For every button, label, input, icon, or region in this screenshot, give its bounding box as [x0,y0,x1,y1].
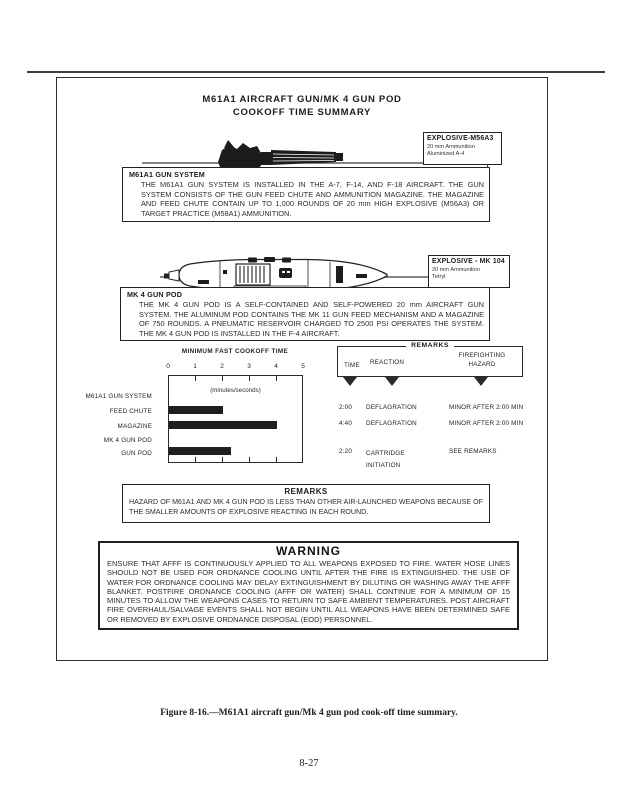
warning-title: WARNING [276,544,341,558]
explosive-mk104-title: EXPLOSIVE - MK 104 [432,258,505,265]
figure-caption: Figure 8-16.—M61A1 aircraft gun/Mk 4 gun pod cook-off time summary. [160,708,458,718]
mk4-gun-pod-label: MK 4 GUN POD [127,290,183,299]
column-header-time: TIME [344,362,360,369]
pointer-triangle-icon [385,377,399,386]
category-label-gun-pod: GUN POD [121,450,152,457]
category-label-gun-system: M61A1 GUN SYSTEM [85,393,152,400]
tick-mark [276,376,277,381]
chart-axis-note: (minutes/seconds) [210,387,261,394]
pointer-triangle-icon [474,377,488,386]
m61a1-gun-system-box [122,167,490,222]
row1-time: 2:00 [339,404,353,411]
remarks-header-title: REMARKS [406,342,454,349]
remarks-note-text: HAZARD OF M61A1 AND MK 4 GUN POD IS LESS THAN OTHER AIR-LAUNCHED WEAPONS BECAUSE OF THE SMALLER AMOUNTS OF EXPLOSIVE REACTING IN EACH ROUND. [129,498,483,516]
explosive-mk104-line2: Tetryl [432,274,446,280]
row1-reaction: DEFLAGRATION [366,404,417,411]
column-header-firefighting-hazard: FIREFIGHTING HAZARD [458,352,506,368]
column-header-reaction: REACTION [370,359,405,366]
remarks-header [337,342,523,377]
row3-reaction: CARTRIDGE INITIATION [366,450,405,469]
remarks-note-title: REMARKS [284,487,328,496]
tick-mark [276,457,277,462]
tick-mark [195,376,196,381]
tick-mark [249,376,250,381]
bar-magazine [169,421,277,429]
top-rule-divider [27,71,605,73]
mk4-gun-pod-box [120,287,490,341]
x-tick-label-0: 0 [166,363,170,370]
x-tick-label-2: 2 [220,363,224,370]
explosive-m56a3-callout [423,132,502,165]
mk4-gun-pod-description: THE MK 4 GUN POD IS A SELF-CONTAINED AND SELF-POWERED 20 mm AIRCRAFT GUN SYSTEM. THE ALUMINUM POD CONTAINS THE MK 11 GUN FEED MECHANISM AND A MAGAZINE OF 750 ROUNDS. A PNEUMATIC RESERVOIR CHARGED TO 2500 PSI OPERATES THE SYSTEM. THE MK 4 GUN POD IS INSTALLED IN THE F-4 AIRCRAFT. [139,300,484,338]
category-label-feed-chute: FEED CHUTE [109,408,152,415]
warning-text: ENSURE THAT AFFF IS CONTINUOUSLY APPLIED TO ALL WEAPONS EXPOSED TO FIRE. WATER HOSE LINES SHOULD NOT BE USED FOR ORDNANCE COOLING UNTIL AFTER THE FIRE IS EXTINGUISHED. THE USE OF WATER FOR ORDNANCE COOLING MAY DELAY EXTINGUISHMENT BY DILUTING OR WASHING AWAY THE AFFF BLANKET. POSTFIRE ORDNANCE COOLING (AFFF OR WATER) SHALL CONTINUE FOR A MINIMUM OF 15 MINUTES TO ALLOW THE WEAPONS CASES TO RETURN TO SAFE AMBIENT TEMPERATURES. POST AIRCRAFT FIRE OVERHAUL/SALVAGE EVENTS SHALL NOT BEGIN UNTIL ALL WEAPONS HAVE BEEN DETERMINED SAFE OR REMOVED BY EXPLOSIVE ORDNANCE DISPOSAL (EOD) PERSONNEL. [107,559,510,624]
warning-box [98,541,519,630]
row3-hazard: SEE REMARKS [449,448,497,455]
explosive-mk104-line1: 20 mm Ammunition [432,266,480,273]
x-tick-label-3: 3 [247,363,251,370]
x-tick-label-1: 1 [193,363,197,370]
figure-title-line1: M61A1 AIRCRAFT GUN/MK 4 GUN POD [202,94,402,105]
chart-title: MINIMUM FAST COOKOFF TIME [181,348,289,355]
row2-hazard: MINOR AFTER 2:00 MIN [449,420,524,427]
explosive-m56a3-line2: Aluminized A-4 [427,151,465,157]
tick-mark [195,457,196,462]
bar-gun-pod [169,447,231,455]
explosive-mk104-callout [428,255,510,288]
explosive-m56a3-line1: 20 mm Ammunition [427,143,475,150]
page-number: 8-27 [299,758,319,769]
row2-reaction: DEFLAGRATION [366,420,417,427]
x-tick-label-4: 4 [274,363,278,370]
category-label-magazine: MAGAZINE [117,423,152,430]
remarks-note-box [122,484,490,523]
row2-time: 4:40 [339,420,353,427]
bar-feed-chute [169,406,223,414]
tick-mark [222,457,223,462]
row3-time: 2:20 [339,448,353,455]
figure-title-line2: COOKOFF TIME SUMMARY [232,107,372,118]
tick-mark [249,457,250,462]
m61a1-gun-system-label: M61A1 GUN SYSTEM [129,170,205,179]
row1-hazard: MINOR AFTER 2:00 MIN [449,404,524,411]
x-tick-label-5: 5 [301,363,305,370]
tick-mark [222,376,223,381]
category-label-mk4-pod: MK 4 GUN POD [103,437,152,444]
m61a1-gun-system-description: THE M61A1 GUN SYSTEM IS INSTALLED IN THE A-7, F-14, AND F-18 AIRCRAFT. THE GUN SYSTEM CONSISTS OF THE GUN FEED CHUTE AND AMMUNITION MAGAZINE. THE MAGAZINE AND FEED CHUTE CONTAIN UP TO 1,000 ROUNDS OF 20 mm HIGH EXPLOSIVE (M56A3) OR TARGET PRACTICE (M58A1) AMMUNITION. [141,180,484,218]
explosive-m56a3-title: EXPLOSIVE-M56A3 [427,135,494,142]
pointer-triangle-icon [343,377,357,386]
